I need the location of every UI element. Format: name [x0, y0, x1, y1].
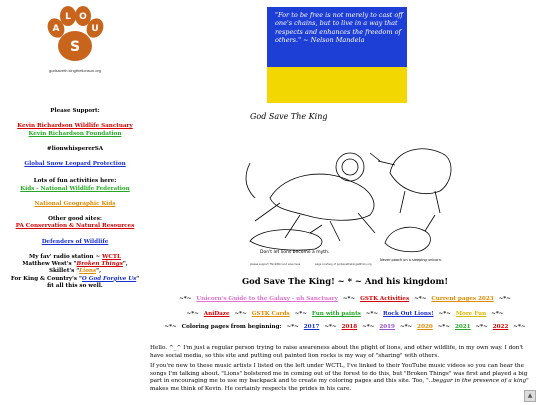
fk-suffix: " — [136, 275, 140, 282]
music-paragraph — [150, 363, 538, 394]
quote-text — [275, 11, 403, 45]
coloring-footer-right: page courtesy of godsavethekingwithlion.org — [315, 263, 372, 266]
coloring-page-title: God Save The King — [250, 112, 328, 121]
please-support-label: Please Support: — [50, 108, 100, 114]
year-2019-link[interactable]: 2019 — [379, 324, 395, 330]
current-pages-link[interactable]: Current pages 2023 — [431, 296, 494, 302]
kevin-foundation-link[interactable]: Kevin Richardson Foundation — [28, 130, 122, 137]
fk-prefix: For King & Country's " — [10, 275, 82, 282]
svg-text:U: U — [91, 24, 99, 34]
nav-row-2: ~*~ AniDaze ~*~ GSTK Cards ~*~ Fun with paints ~*~ Rock Out Lions! ~*~ More Fun ~*~ — [186, 311, 504, 317]
gstk-activities-link[interactable]: GSTK Activities — [360, 296, 410, 302]
nav-row-1: ~*~ Unicorn's Guide to the Galaxy - uh Sanctuary ~*~ GSTK Activities ~*~ Current pages 2023 ~*~ — [179, 296, 511, 302]
nwf-kids-link[interactable]: Kids - National Wildlife Federation — [20, 185, 130, 192]
wctl-link[interactable]: WCTL — [102, 253, 121, 260]
page-headline: God Save The King! ~ * ~ And his kingdom! — [242, 276, 448, 286]
year-2022-link[interactable]: 2022 — [492, 324, 509, 330]
year-2018-link[interactable]: 2018 — [341, 324, 358, 330]
more-fun-link[interactable]: More Fun — [455, 311, 487, 317]
sk-suffix: ", — [96, 268, 102, 275]
sk-prefix: Skillet's " — [48, 268, 80, 275]
coloring-caption-right: Never poach on a sleeping unicorn. — [380, 258, 443, 262]
sidebar — [0, 0, 150, 290]
fun-with-paints-link[interactable]: Fun with paints — [311, 311, 361, 317]
intro-paragraph: Hello. ^_^ I'm just a regular person trying to raise awareness about the plight of lions, and other wildlife, in my own way. I don't have social media, so this site and putting out painted lion rocks is my way of "sharing" with others. — [150, 345, 524, 359]
coloring-page-image[interactable] — [230, 103, 470, 268]
svg-text:S: S — [69, 39, 81, 55]
hashtag-label: #lionwhispererSA — [46, 145, 104, 152]
gstk-cards-link[interactable]: GSTK Cards — [251, 311, 290, 317]
coloring-footer-left: please support ThinkWiki and save lives — [250, 263, 301, 266]
anidaze-link[interactable]: AniDaze — [203, 311, 230, 317]
other-sites-label: Other good sites: — [48, 216, 102, 223]
defenders-link[interactable]: Defenders of Wildlife — [41, 238, 109, 245]
logo-caption: godsaveth kingthelionsun.org — [48, 68, 102, 73]
mw-prefix: Matthew West's " — [22, 261, 77, 268]
year-2021-link[interactable]: 2021 — [454, 324, 471, 330]
quote-author: ~ Nelson Mandela — [303, 36, 365, 45]
lions-song-link[interactable]: Lions — [79, 268, 97, 275]
o-god-forgive-us-link[interactable]: O God Forgive Us — [81, 275, 137, 282]
unicorn-guide-link[interactable]: Unicorn's Guide to the Galaxy - uh Sanctuary — [196, 296, 338, 302]
matthew-west-line — [0, 261, 150, 268]
scroll-to-top-button[interactable]: ▲ — [524, 390, 536, 402]
music-paragraph-text-b: " makes me think of Kevin. He certainly respects the prides in his care. — [150, 378, 529, 393]
natgeo-kids-link[interactable]: National Geographic Kids — [34, 200, 116, 207]
music-paragraph-italic: ..beggar in the presence of a king — [428, 378, 527, 385]
quote-line: "For to be free is not merely to cast off one's chains, but to live in a way that respects and enhances the freedom of others." — [275, 11, 403, 45]
rock-out-lions-link[interactable]: Rock Out Lions! — [383, 311, 434, 317]
year-2017-link[interactable]: 2017 — [303, 324, 320, 330]
fit-all-label: fit all this so well. — [47, 282, 103, 289]
coloring-caption-left: Don't let lions become a myth. — [260, 250, 330, 255]
snow-leopard-link[interactable]: Global Snow Leopard Protection — [24, 161, 126, 168]
skillet-line — [0, 268, 150, 275]
music-paragraph-text-a: If you're new to these music artists I listed on the left under WCTL, I've linked to their YouTube music videos so you can hear the songs I'm talking about. "Lions" bolstered me in coming out of the forest to do this, but "Broken Things" was first and played a big part in encouraging me to use my backpack and to create my coloring pages and this site. Too, " — [150, 363, 528, 385]
svg-text:L: L — [65, 12, 71, 22]
coloring-from-label: Coloring pages from beginning: — [181, 324, 282, 330]
radio-prefix: My fav' radio station ~ — [29, 253, 103, 260]
paw-print-icon — [43, 4, 107, 68]
kevin-sanctuary-link[interactable]: Kevin Richardson Wildlife Sanctuary — [17, 123, 133, 130]
broken-things-link[interactable]: Broken Things — [76, 261, 123, 268]
pa-conservation-link[interactable]: PA Conservation & Natural Resources — [15, 223, 135, 230]
mw-suffix: ", — [122, 261, 128, 268]
nav-row-3: ~*~ Coloring pages from beginning: ~*~ 2017 ~*~ 2018 ~*~ 2019 ~*~ 2020 ~*~ 2021 ~*~ 2022 ~*~ — [164, 324, 526, 330]
year-2020-link[interactable]: 2020 — [417, 324, 433, 330]
mandela-quote-banner — [267, 7, 407, 109]
fun-activities-label: Lots of fun activities here: — [33, 178, 117, 185]
radio-line — [0, 254, 150, 261]
site-logo[interactable] — [43, 4, 107, 74]
svg-text:O: O — [79, 12, 87, 22]
fkc-line — [0, 276, 150, 283]
svg-text:A: A — [52, 24, 60, 34]
